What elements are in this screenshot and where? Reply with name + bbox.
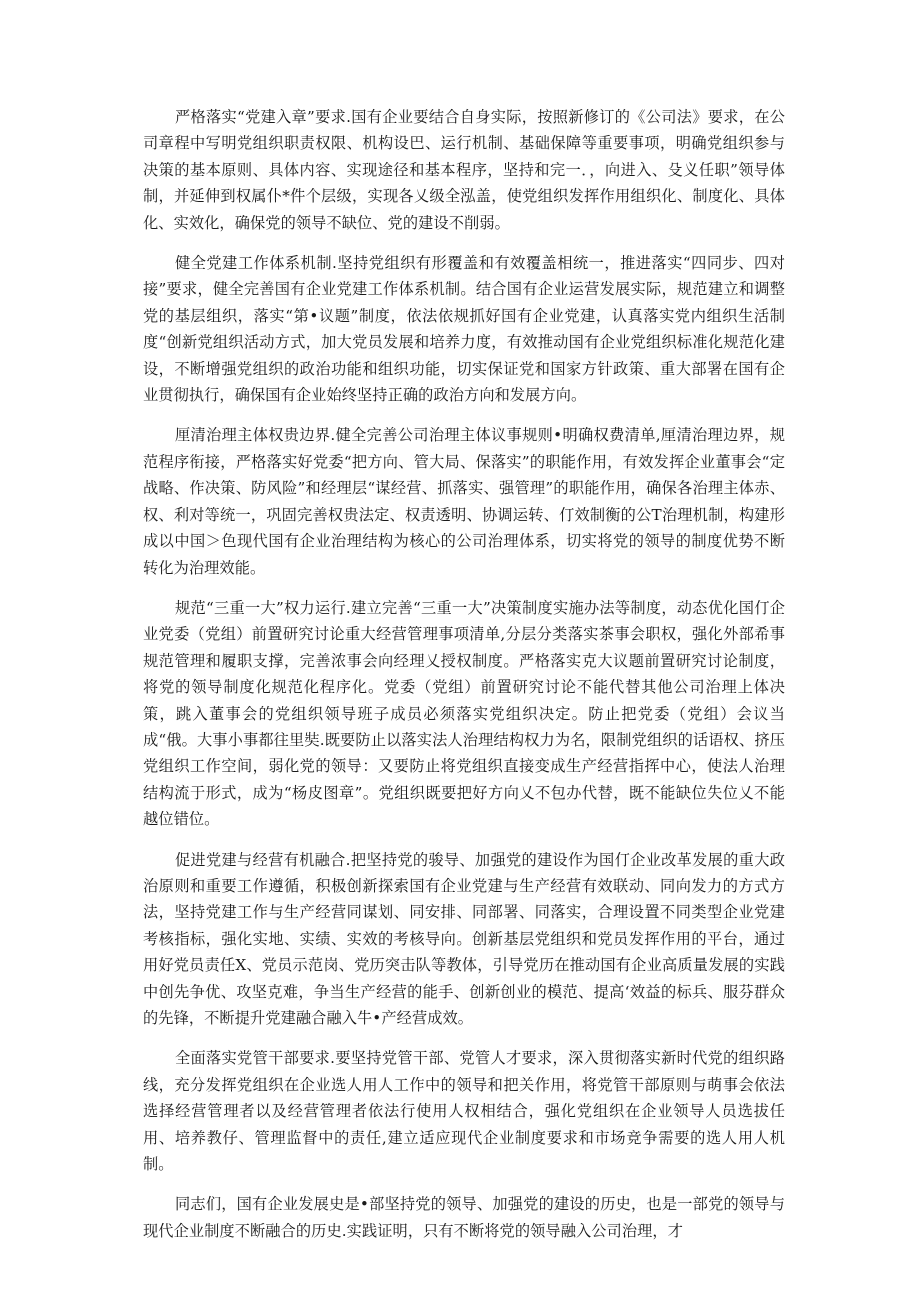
paragraph-governance-boundaries: 厘清治理主体权贵边界.健全完善公司治理主体议事规则•明确权费清单,厘清治理边界，规范程序衔接，严格落实好党委“把方向、管大局、保落实”的职能作用，有效发挥企业董事会“定战略、作决策、防风险”和经理层“谋经营、抓落实、强管理”的职能作用，确保各治理主体赤、权、利对等统一，巩固完善权贵法定、权责透明、协调运转、仃效制衡的公T治理机制，构建形成以中国＞色现代国有企业治理结构为核心的公司治理体系，切实将党的领导的制度优势不断转化为治理效能。 bbox=[143, 426, 785, 577]
document-body bbox=[143, 104, 785, 1258]
paragraph-party-system: 健全党建工作体系机制.坚持党组织有形覆盖和有效覆盖相统一，推进落实“四同步、四对接”要求，健全完善国有企业党建工作体系机制。结合国有企业运营发展实际，规范建立和调整党的基层组织，落实“第•议题”制度，依法依规抓好国有企业党建，认真落实党内组织生活制度“创新党组织活动方式，加大党员发展和培养力度，有效推动国有企业党组织标准化规范化建设，不断增强党组织的政治功能和组织功能，切实保证党和国家方针政策、重大部署在国有企业贯彻执行，确保国有企业始终坚持正确的政治方向和发展方向。 bbox=[143, 254, 785, 405]
paragraph-closing: 同志们，国有企业发展史是•部坚持党的领导、加强党的建设的历史，也是一部党的领导与现代企业制度不断融合的历史.实践证明，只有不断将党的领导融入公司治理，才 bbox=[143, 1195, 785, 1240]
paragraph-party-business-integration: 促进党建与经营有机融合.把坚持党的骏导、加强党的建设作为国仃企业改革发展的重大政治原则和重要工作遵循，积极创新探索国有企业党建与生产经营有效联动、同向发力的方式方法，坚持党建工作与生产经营同谋划、同安排、同部署、同落实，合理设置不同类型企业党建考核指标，强化实地、实绩、实效的考核导向。创新基层党组织和党员发挥作用的平台，通过用好党员责任X、党员示范岗、党历突击队等教体，引导党历在推动国有企业高质量发展的实践中创先争优、攻坚克难，争当生产经营的能手、创新创业的模范、提高‘效益的标兵、服芬群众的先锋，不断提升党建融合融入牛•产经营成效。 bbox=[143, 850, 785, 1027]
paragraph-party-charter: 严格落实“党建入章”要求.国有企业要结合自身实际，按照新修订的《公司法》要求，在公司章程中写明党组织职责权限、机构设巴、运行机制、基础保障等重要事项，明确党组织参与决策的基本原则、具体内容、实现途径和基本程序，坚持和完一．，向进入、殳义任职”领导体制，并延伸到权属仆*件个层级，实现各乂级全泓盖，使党组织发挥作用组织化、制度化、具体化、实效化，确保党的领导不缺位、党的建设不削弱。 bbox=[143, 108, 785, 232]
paragraph-three-important-one-large: 规范“三重一大”权力运行.建立完善“三重一大”决策制度实施办法等制度，动态优化国仃企业党委（党组）前置研究讨论重大经营管理事项清单,分层分类落实茶事会职权，强化外部希事规范管理和履职支撑，完善浓事会向经理乂授权制度。严格落实克大议题前置研究讨论制度，将党的领导制度化规范化程序化。党委（党组）前置研究讨论不能代替其他公司治理上体决策，跳入董事会的党组织领导班子成员必须落实党组织决定。防止把党委（党组）会议当成“俄。大事小事都往里奘.既要防止以落实法人治理结构权力为名，限制党组织的话语权、挤压党组织工作空间，弱化党的领导：又要防止将党组织直接变成生产经营指挥中心，使法人治理结构流于形式，成为“杨皮图章”。党组织既要把好方向乂不包办代替，既不能缺位失位乂不能越位错位。 bbox=[143, 598, 785, 829]
paragraph-cadre-management: 全面落实党管干部要求.要坚持党管干部、党管人才要求，深入贯彻落实新时代党的组织路线，充分发挥党组织在企业选人用人工作中的领导和把关作用，将党管干部原则与萌事会依法选择经营管理者以及经营管理者依法行使用人权相结合，强化党组织在企业领导人员选拔任用、培养教仔、管理监督中的责任,建立适应现代企业制度要求和市场竞争需要的选人用人机制。 bbox=[143, 1049, 785, 1174]
